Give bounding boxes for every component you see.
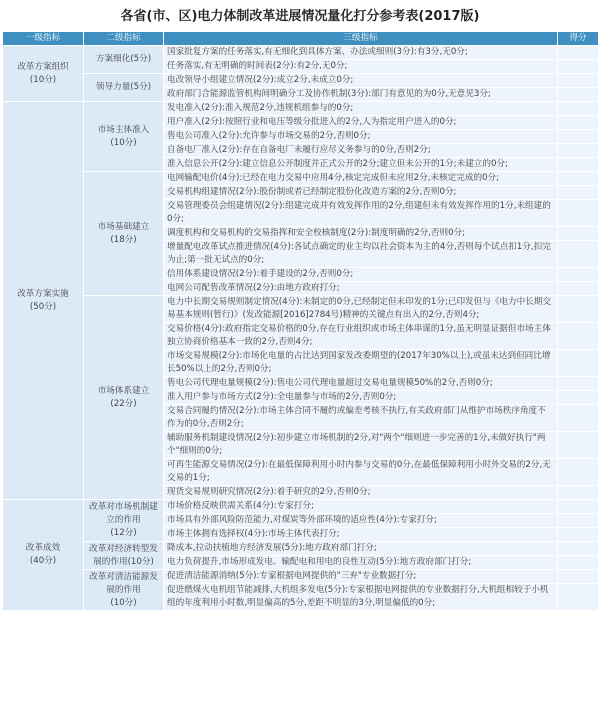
criterion-text: 售电公司准入(2分):允许参与市场交易的2分,否则0分; xyxy=(164,130,558,144)
criterion-text: 促进清洁能源消纳(5分):专家根据电网提供的"三弃"专业数据打分; xyxy=(164,570,558,584)
score-cell[interactable] xyxy=(558,391,599,405)
header-level3: 三级指标 xyxy=(164,32,558,46)
score-cell[interactable] xyxy=(558,241,599,268)
criterion-text: 国家批复方案的任务落实,有无细化到具体方案、办法或细则(3分):有3分,无0分; xyxy=(164,46,558,60)
scoring-table xyxy=(2,31,599,611)
criterion-text: 电网输配电价(4分):已经在电力交易中应用4分,核定完成但未应用2分,未核定完成的0分; xyxy=(164,172,558,186)
criterion-text: 准入用户参与市场方式(2分):全电量参与市场的2分,否则0分; xyxy=(164,391,558,405)
criterion-text: 促进燃煤火电机组节能减排,大机组多发电(5分):专家根据电网提供的专业数据打分,大机组相较于小机组的年度利用小时数,明显偏高的5分,差距不明显的3分,明显偏低的0分; xyxy=(164,584,558,611)
criterion-text: 电改领导小组建立情况(2分):成立2分,未成立0分; xyxy=(164,74,558,88)
criterion-text: 调度机构和交易机构的交易指挥和安全校核制度(2分):制度明确的2分,否则0分; xyxy=(164,227,558,241)
criterion-text: 交易合同履约情况(2分):市场主体合同不履约或偏差考核不执行,有关政府部门从维护市场秩序角度不作为的0分,否则2分; xyxy=(164,405,558,432)
score-cell[interactable] xyxy=(558,102,599,116)
score-cell[interactable] xyxy=(558,323,599,350)
criterion-text: 市场主体拥有选择权(4分):市场主体代表打分; xyxy=(164,528,558,542)
section-reform-organization: 改革方案组织 (10分) xyxy=(3,46,84,102)
score-cell[interactable] xyxy=(558,296,599,323)
score-cell[interactable] xyxy=(558,584,599,611)
score-cell[interactable] xyxy=(558,500,599,514)
group-plan-detail: 方案细化(5分) xyxy=(84,46,164,74)
score-cell[interactable] xyxy=(558,459,599,486)
score-cell[interactable] xyxy=(558,528,599,542)
score-cell[interactable] xyxy=(558,172,599,186)
criterion-text: 电力中长期交易规则制定情况(4分):未制定的0分,已经制定但未印发的1分;已印发但与《电力中长期交易基本规则(暂行)》(发改能源[2016]2784号)精神的关键点有出入的2分,否则4分; xyxy=(164,296,558,323)
score-cell[interactable] xyxy=(558,514,599,528)
table-row xyxy=(3,570,599,584)
score-cell[interactable] xyxy=(558,186,599,200)
score-cell[interactable] xyxy=(558,46,599,60)
table-row xyxy=(3,542,599,556)
score-cell[interactable] xyxy=(558,116,599,130)
table-row xyxy=(3,172,599,186)
score-cell[interactable] xyxy=(558,88,599,102)
score-cell[interactable] xyxy=(558,542,599,556)
criterion-text: 现货交易规则研究情况(2分):着手研究的2分,否则0分; xyxy=(164,486,558,500)
criterion-text: 交易管理委员会组建情况(2分):组建完成并有效发挥作用的2分,组建但未有效发挥作用的1分,未组建的0分; xyxy=(164,200,558,227)
criterion-text: 可再生能源交易情况(2分):在最低保障利用小时内参与交易的0分,在最低保障利用小时外交易的2分,无交易的1分; xyxy=(164,459,558,486)
score-cell[interactable] xyxy=(558,350,599,377)
group-economic-transition-effect: 改革对经济转型发展的作用(10分) xyxy=(84,542,164,570)
criterion-text: 政府部门合能源监管机构间明确分工及协作机制(3分):部门有意见的为0分,无意见3分; xyxy=(164,88,558,102)
criterion-text: 自备电厂准入(2分):存在自备电厂未履行应尽义务参与的0分,否则2分; xyxy=(164,144,558,158)
group-market-foundation: 市场基础建立 (18分) xyxy=(84,172,164,296)
score-cell[interactable] xyxy=(558,74,599,88)
score-cell[interactable] xyxy=(558,158,599,172)
criterion-text: 市场交易规模(2分):市场化电量的占比达到国家发改委期望的(2017年30%以上),或虽未达到但同比增长50%以上的2分,否则0分; xyxy=(164,350,558,377)
criterion-text: 售电公司代理电量规模(2分):售电公司代理电量超过交易电量规模50%的2分,否则0分; xyxy=(164,377,558,391)
criterion-text: 辅助服务机制建设情况(2分):初步建立市场机制的2分,对"两个"细则进一步完善的1分,未做好执行"两个"细则的0分; xyxy=(164,432,558,459)
group-market-mechanism-effect: 改革对市场机制建立的作用 (12分) xyxy=(84,500,164,542)
group-market-system: 市场体系建立 (22分) xyxy=(84,296,164,500)
score-cell[interactable] xyxy=(558,60,599,74)
section-reform-results: 改革成效 (40分) xyxy=(3,500,84,611)
score-cell[interactable] xyxy=(558,200,599,227)
score-cell[interactable] xyxy=(558,130,599,144)
score-cell[interactable] xyxy=(558,377,599,391)
score-cell[interactable] xyxy=(558,282,599,296)
header-level2: 二级指标 xyxy=(84,32,164,46)
table-row xyxy=(3,46,599,60)
criterion-text: 电力负荷提升,市场形成发电、输配电和用电的良性互动(5分):地方政府部门打分; xyxy=(164,556,558,570)
criterion-text: 市场价格反映供需关系(4分):专家打分; xyxy=(164,500,558,514)
criterion-text: 市场具有外部风险防范能力,对煤炭等外部环境的适应性(4分):专家打分; xyxy=(164,514,558,528)
criterion-text: 用户准入(2分):按照行业和电压等级分批进入的2分,人为指定用户进入的0分; xyxy=(164,116,558,130)
table-row xyxy=(3,296,599,323)
page-title: 各省(市、区)电力体制改革进展情况量化打分参考表(2017版) xyxy=(120,9,480,24)
score-cell[interactable] xyxy=(558,432,599,459)
group-market-access: 市场主体准入 (10分) xyxy=(84,102,164,172)
header-level1: 一级指标 xyxy=(3,32,84,46)
table-row xyxy=(3,102,599,116)
group-leadership: 领导力量(5分) xyxy=(84,74,164,102)
criterion-text: 交易机构组建情况(2分):股份制或者已经制定股份化改造方案的2分,否则0分; xyxy=(164,186,558,200)
score-cell[interactable] xyxy=(558,486,599,500)
score-cell[interactable] xyxy=(558,556,599,570)
score-cell[interactable] xyxy=(558,144,599,158)
table-row xyxy=(3,500,599,514)
header-score: 得分 xyxy=(558,32,599,46)
table-row xyxy=(3,74,599,88)
score-cell[interactable] xyxy=(558,405,599,432)
criterion-text: 准入信息公开(2分):建立信息公开制度并正式公开的2分;建立但未公开的1分;未建立的0分; xyxy=(164,158,558,172)
table-header-row xyxy=(3,32,599,46)
criterion-text: 增量配电改革试点推进情况(4分):各试点确定的业主均以社会资本为主的4分,否则每个试点扣1分,扣完为止;第一批无试点的0分; xyxy=(164,241,558,268)
group-clean-energy-effect: 改革对清洁能源发展的作用 (10分) xyxy=(84,570,164,611)
score-cell[interactable] xyxy=(558,268,599,282)
criterion-text: 电网公司配售改革情况(2分):由地方政府打分; xyxy=(164,282,558,296)
criterion-text: 交易价格(4分):政府指定交易价格的0分,存在行业组织或市场主体串谋的1分,虽无明显证据但市场主体独立协商价格基本一致的2分,否则4分; xyxy=(164,323,558,350)
criterion-text: 任务落实,有无明确的时间表(2分):有2分,无0分; xyxy=(164,60,558,74)
criterion-text: 发电准入(2分):准入规范2分,违规机组参与的0分; xyxy=(164,102,558,116)
score-cell[interactable] xyxy=(558,227,599,241)
score-cell[interactable] xyxy=(558,570,599,584)
criterion-text: 信用体系建设情况(2分):着手建设的2分,否则0分; xyxy=(164,268,558,282)
section-reform-implementation: 改革方案实施 (50分) xyxy=(3,102,84,500)
criterion-text: 降成本,拉动扶植地方经济发展(5分):地方政府部门打分; xyxy=(164,542,558,556)
